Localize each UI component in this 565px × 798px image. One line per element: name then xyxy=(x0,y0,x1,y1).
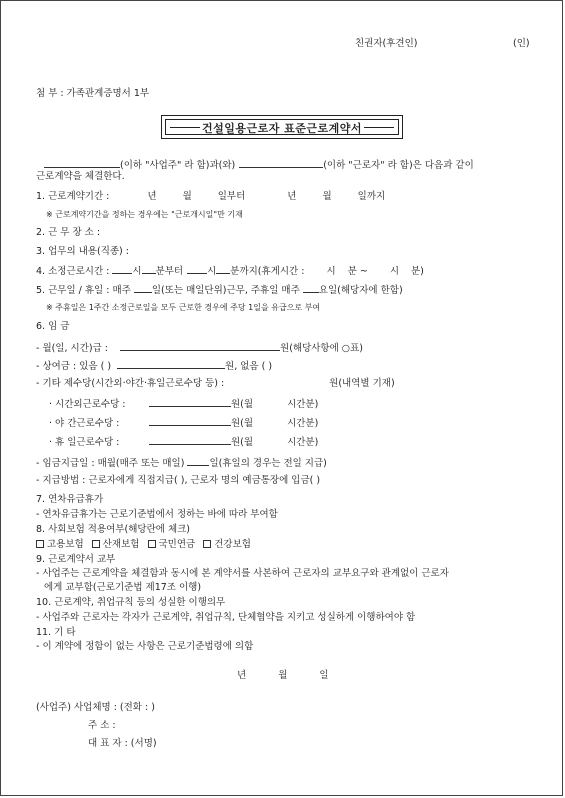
item-4-hour2: 시 xyxy=(207,266,217,277)
allowance-holiday-field[interactable] xyxy=(149,435,231,445)
item-contract-period xyxy=(36,191,385,203)
allowance-overtime-name: · 시간외근로수당 : xyxy=(49,399,126,410)
intro-employer-suffix: (이하 "사업주" 라 함)과(와) xyxy=(120,160,236,171)
bonus-row xyxy=(36,359,272,373)
bonus-amount-field[interactable] xyxy=(117,359,225,369)
payment-method: - 지급방법 : 근로자에게 직접지급( ), 근로자 명의 예금통장에 입금( ) xyxy=(36,475,321,486)
item-1-from: 일부터 xyxy=(217,191,246,202)
wage-end: 원(해당사항에 ○표) xyxy=(280,343,363,354)
item-1-year: 년 xyxy=(147,191,157,202)
date-year: 년 xyxy=(237,670,247,681)
payday-field[interactable] xyxy=(187,456,209,466)
allowance-overtime-unit: 원(월 xyxy=(231,399,254,410)
allowance-holiday-name: · 휴 일근로수당 : xyxy=(49,437,120,448)
item-1-until: 일까지 xyxy=(357,191,386,202)
guardian-label: 친권자(후견인) xyxy=(355,38,418,49)
date-day: 일 xyxy=(319,670,329,681)
item-5-note: ※ 주휴일은 1주간 소정근로일을 모두 근로한 경우에 주당 1일을 유급으로 부여 xyxy=(46,303,321,312)
employment-insurance-label: 고용보험 xyxy=(47,539,84,550)
item-4-hour: 시 xyxy=(132,266,142,277)
start-hour-field[interactable] xyxy=(112,264,132,274)
wage-label: - 월(일, 시간)급 : xyxy=(36,343,109,354)
national-pension-label: 국민연금 xyxy=(158,539,196,550)
item-4-break-hour2: 시 xyxy=(389,266,399,277)
item-1-month2: 월 xyxy=(322,191,332,202)
item-workdays xyxy=(36,283,403,297)
end-hour-field[interactable] xyxy=(187,264,207,274)
allowance-overtime-hours: 시간분) xyxy=(287,399,319,410)
worker-name-field[interactable] xyxy=(239,158,323,168)
other-allowance-label: - 기타 제수당(시간외·야간·휴일근로수당 등) : xyxy=(36,378,225,389)
start-minute-field[interactable] xyxy=(142,264,156,274)
item-1-label: 1. 근로계약기간 : xyxy=(36,191,110,202)
other-allowance-row xyxy=(36,378,395,390)
item-1-note: ※ 근로계약기간을 정하는 경우에는 "근로개시일"만 기재 xyxy=(46,210,243,219)
health-insurance-label: 건강보험 xyxy=(214,539,251,550)
wage-amount-field[interactable] xyxy=(120,341,280,351)
item-annual-leave: 7. 연차유급휴가 xyxy=(36,494,104,505)
item-obligation: 10. 근로계약, 취업규칙 등의 성실한 이행의무 xyxy=(36,597,226,608)
employment-insurance-checkbox[interactable] xyxy=(36,540,44,548)
date-month: 월 xyxy=(278,670,288,681)
allowance-night-hours: 시간분) xyxy=(287,418,319,429)
item-wage-heading: 6. 임 금 xyxy=(36,321,70,332)
allowance-holiday xyxy=(49,435,318,449)
employer-address: 주 소 : xyxy=(88,720,116,731)
item-1-month: 월 xyxy=(182,191,192,202)
item-other: 11. 기 타 xyxy=(36,627,76,638)
annual-leave-text: - 연차유급휴가는 근로기준법에서 정하는 바에 따라 부여함 xyxy=(36,509,278,520)
allowance-night xyxy=(49,416,318,430)
attachment-note: 첨 부 : 가족관계증명서 1부 xyxy=(36,88,150,99)
wage-row xyxy=(36,341,363,355)
item-5-end: 요일(해당자에 한함) xyxy=(318,285,403,296)
item-5-label: 5. 근무일 / 휴일 : 매주 xyxy=(36,285,131,296)
intro-line-2: 근로계약을 체결한다. xyxy=(36,171,125,182)
item-4-break-min: 분 ~ xyxy=(347,266,368,277)
item-4-min-to: 분까지(휴게시간 : xyxy=(230,266,305,277)
bonus-label: - 상여금 : 있음 ( ) xyxy=(36,361,112,372)
item-4-label: 4. 소정근로시간 : xyxy=(36,266,110,277)
health-insurance-checkbox[interactable] xyxy=(203,540,211,548)
payday-end: 일(휴일의 경우는 전일 지급) xyxy=(209,458,327,469)
bonus-mid: 원, 없음 ( ) xyxy=(225,361,273,372)
title-box xyxy=(161,115,403,139)
industrial-accident-checkbox[interactable] xyxy=(92,540,100,548)
allowance-night-unit: 원(월 xyxy=(231,418,254,429)
intro-line-1 xyxy=(44,158,474,172)
guardian-seal: (인) xyxy=(513,38,530,49)
delivery-text-2: 에게 교부함(근로기준법 제17조 이행) xyxy=(44,582,202,593)
obligation-text: - 사업주와 근로자는 각자가 근로계약, 취업규칙, 단체협약을 지키고 성실하게 이행하여야 함 xyxy=(36,612,416,623)
intro-worker-suffix: (이하 "근로자" 라 함)은 다음과 같이 xyxy=(323,160,474,171)
industrial-accident-label: 산재보험 xyxy=(102,539,140,550)
contract-date xyxy=(237,670,329,682)
item-working-hours xyxy=(36,264,424,278)
insurance-options xyxy=(36,539,251,551)
employer-business-name: (사업주) 사업체명 : (전화 : ) xyxy=(36,702,155,713)
weekly-holiday-field[interactable] xyxy=(303,283,319,293)
delivery-text-1: - 사업주는 근로계약을 체결함과 동시에 본 계약서를 사본하여 근로자의 교부요구와 관계없이 근로자 xyxy=(36,568,449,579)
allowance-holiday-unit: 원(월 xyxy=(231,437,254,448)
item-4-break-min2: 분) xyxy=(411,266,424,277)
item-1-year2: 년 xyxy=(287,191,297,202)
employer-representative: 대 표 자 : (서명) xyxy=(88,738,157,749)
payday-row xyxy=(36,456,327,470)
other-text: - 이 계약에 정함이 없는 사항은 근로기준법령에 의함 xyxy=(36,641,254,652)
item-workplace: 2. 근 무 장 소 : xyxy=(36,227,101,238)
employer-name-field[interactable] xyxy=(44,158,120,168)
workdays-field[interactable] xyxy=(134,283,152,293)
item-5-mid: 일(또는 매일단위)근무, 주휴일 매주 xyxy=(151,285,300,296)
other-allowance-end: 원(내역별 기재) xyxy=(329,378,395,389)
document-title: 건설일용근로자 표준근로계약서 xyxy=(201,122,363,135)
allowance-overtime-field[interactable] xyxy=(149,397,231,407)
allowance-holiday-hours: 시간분) xyxy=(287,437,319,448)
item-contract-delivery: 9. 근로계약서 교부 xyxy=(36,554,116,565)
item-4-break-hour: 시 xyxy=(326,266,336,277)
allowance-overtime xyxy=(49,397,318,411)
payday-label: - 임금지급일 : 매월(매주 또는 매일) xyxy=(36,458,185,469)
national-pension-checkbox[interactable] xyxy=(148,540,156,548)
end-minute-field[interactable] xyxy=(216,264,230,274)
item-4-min-from: 분부터 xyxy=(155,266,184,277)
allowance-night-name: · 야 간근로수당 : xyxy=(49,418,120,429)
item-social-insurance: 8. 사회보험 적용여부(해당란에 체크) xyxy=(36,524,191,535)
item-job-description: 3. 업무의 내용(직종) : xyxy=(36,246,129,257)
allowance-night-field[interactable] xyxy=(149,416,231,426)
